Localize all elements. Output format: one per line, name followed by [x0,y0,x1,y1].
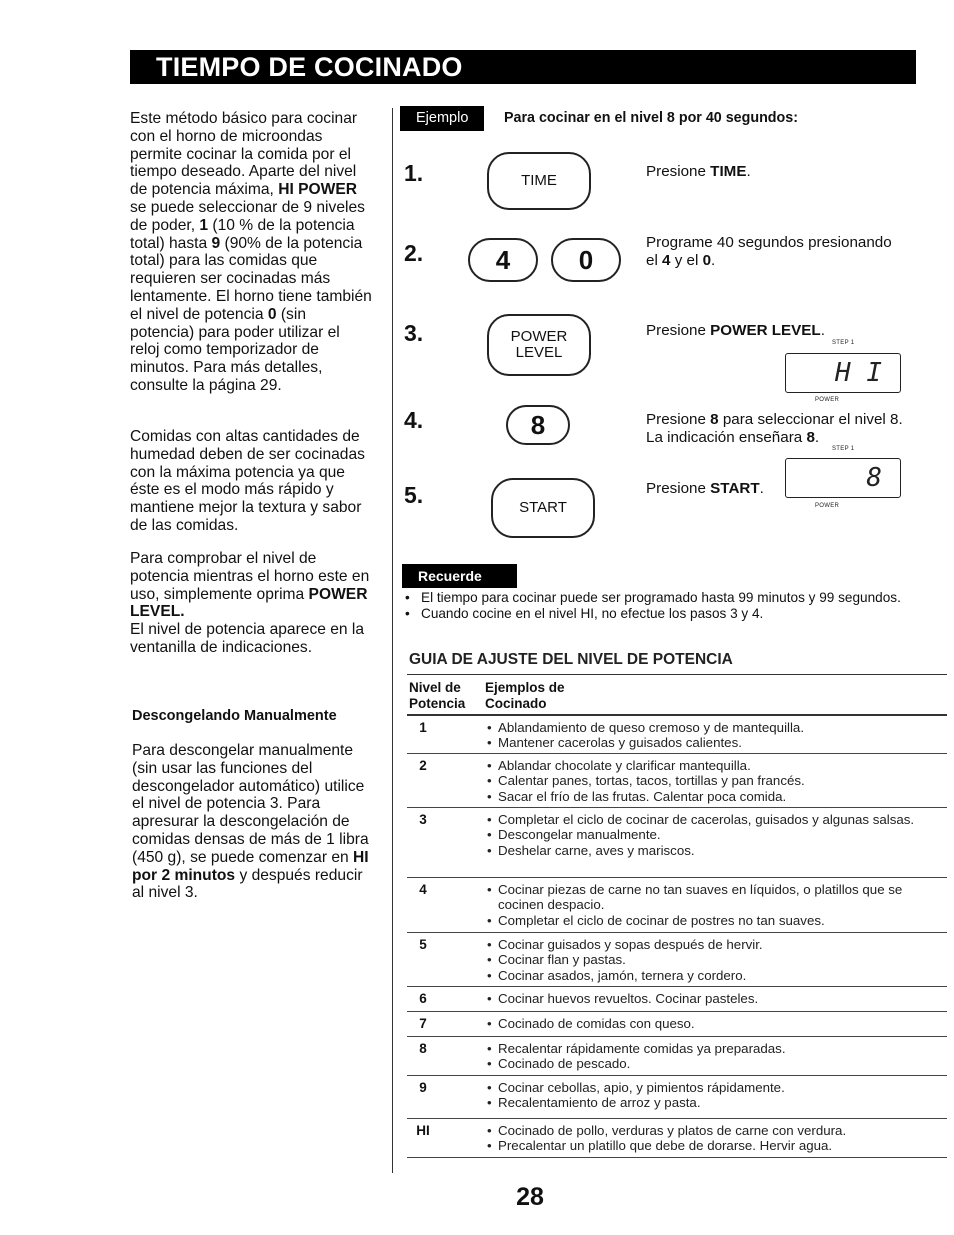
humidity-paragraph: Comidas con altas cantidades de humedad deben de ser cocinadas con la máxima potencia ya que éste es el modo más rápido y mantiene mejor la textura y sabor de las comidas. [130,428,365,534]
display-2-step-label: STEP 1 [832,446,855,452]
step-2-text: Programe 40 segundos presionando el 4 y el 0. [646,234,892,269]
cooking-examples: • Recalentar rápidamente comidas ya preparadas. • Cocinado de pescado. [487,1041,942,1072]
remember-tag: Recuerde [402,564,517,588]
example-tag: Ejemplo [400,106,484,131]
column-divider [392,108,393,1173]
display-1-power-label: POWER [815,397,840,403]
column-header-examples: Ejemplos de Cocinado [485,680,565,711]
page-title: TIEMPO DE COCINADO [156,52,463,82]
column-header-level: Nivel de Potencia [409,680,466,711]
table-row [407,987,947,1012]
guide-title: GUIA DE AJUSTE DEL NIVEL DE POTENCIA [409,651,733,668]
step-4-number: 4. [404,407,424,433]
cooking-examples: • Ablandamiento de queso cremoso y de mantequilla. • Mantener cacerolas y guisados calientes. [487,720,942,751]
example-heading: Para cocinar en el nivel 8 por 40 segundos: [504,110,798,126]
step-3-number: 3. [404,320,424,346]
remember-item: • El tiempo para cocinar puede ser programado hasta 99 minutos y 99 segundos. [402,590,902,606]
table-row [407,754,947,808]
intro-paragraph: Este método básico para cocinar con el horno de microondas permite cocinar la comida por el tiempo deseado. Aparte del nivel de potencia máxima, HI POWER se puede seleccionar de 9 niveles de poder, 1 (10 % de la potencia total) hasta 9 (90% de la potencia total) para las comidas que requieren ser cocinadas más lentamente. El horno tiene también el nivel de potencia 0 (sin potencia) para poder utilizar el reloj como temporizador de minutos. Para más detalles, consulte la página 29. [130,110,372,394]
power-level-value: 3 [419,812,427,827]
display-window-2: 8 [785,458,901,498]
step-4-text: Presione 8 para seleccionar el nivel 8. La indicación enseñara 8. [646,411,903,446]
cooking-examples: • Cocinar piezas de carne no tan suaves en líquidos, o platillos que se cocinen despacio. • Completar el ciclo de cocinar de postres no tan suaves. [487,882,942,928]
step-5-text: Presione START. [646,480,764,497]
cooking-examples: • Cocinado de pollo, verduras y platos de carne con verdura. • Precalentar un platillo que debe de dorarse. Hervir agua. [487,1123,942,1154]
display-window-1: H I [785,353,901,393]
power-level-value: 7 [419,1016,427,1031]
cooking-examples: • Cocinar guisados y sopas después de hervir. • Cocinar flan y pastas. • Cocinar asados, jamón, ternera y cordero. [487,937,942,983]
table-row [407,878,947,933]
cooking-examples: • Ablandar chocolate y clarificar mantequilla. • Calentar panes, tortas, tacos, tortillas y pan francés. • Sacar el frío de las frutas. Calentar poca comida. [487,758,942,804]
power-level-key-line-2: LEVEL [515,344,563,361]
cooking-examples: • Cocinar huevos revueltos. Cocinar pasteles. [487,991,942,1006]
cooking-examples: • Cocinado de comidas con queso. [487,1016,942,1031]
table-row [407,1012,947,1037]
step-2-number: 2. [404,240,424,266]
power-level-value: HI [416,1123,430,1138]
page-number: 28 [516,1183,544,1211]
power-level-value: 8 [419,1041,427,1056]
power-level-value: 9 [419,1080,427,1095]
step-3-text: Presione POWER LEVEL. [646,322,825,339]
table-row [407,1119,947,1158]
table-row [407,933,947,987]
power-level-value: 6 [419,991,427,1006]
remember-list [402,590,902,621]
title-bar [130,50,916,84]
display-1-step-label: STEP 1 [832,340,855,346]
cooking-examples: • Completar el ciclo de cocinar de cacerolas, guisados y algunas salsas. • Descongelar manualmente. • Deshelar carne, aves y mariscos. [487,812,942,858]
power-level-value: 5 [419,937,427,952]
power-level-value: 1 [419,720,427,735]
power-level-value: 2 [419,758,427,773]
defrost-heading: Descongelando Manualmente [132,708,337,724]
table-row [407,808,947,878]
time-key[interactable]: TIME [487,152,591,210]
start-key[interactable]: START [491,478,595,538]
cooking-examples: • Cocinar cebollas, apio, y pimientos rápidamente. • Recalentamiento de arroz y pasta. [487,1080,942,1111]
defrost-paragraph: Para descongelar manualmente (sin usar las funciones del descongelador automático) utilice el nivel de potencia 3. Para apresurar la descongelación de comidas densas de más de 1 libra (450 g), se puede comenzar en HI por 2 minutos y después reducir al nivel 3. [132,742,369,902]
display-2-power-label: POWER [815,503,840,509]
step-1-number: 1. [404,160,424,186]
guide-top-rule [407,674,947,675]
power-level-key[interactable] [487,314,591,376]
power-level-key-line-1: POWER [510,328,568,345]
digit-0-key[interactable]: 0 [551,238,621,282]
remember-item: • Cuando cocine en el nivel HI, no efectue los pasos 3 y 4. [402,606,902,622]
digit-8-key[interactable]: 8 [506,405,570,445]
table-row [407,1076,947,1119]
step-1-text: Presione TIME. [646,163,751,180]
power-level-value: 4 [419,882,427,897]
digit-4-key[interactable]: 4 [468,238,538,282]
check-level-paragraph: Para comprobar el nivel de potencia mientras el horno este en uso, simplemente oprima POWER LEVEL. El nivel de potencia aparece en la ventanilla de indicaciones. [130,550,370,656]
table-row [407,716,947,754]
step-5-number: 5. [404,482,424,508]
table-row [407,1037,947,1076]
